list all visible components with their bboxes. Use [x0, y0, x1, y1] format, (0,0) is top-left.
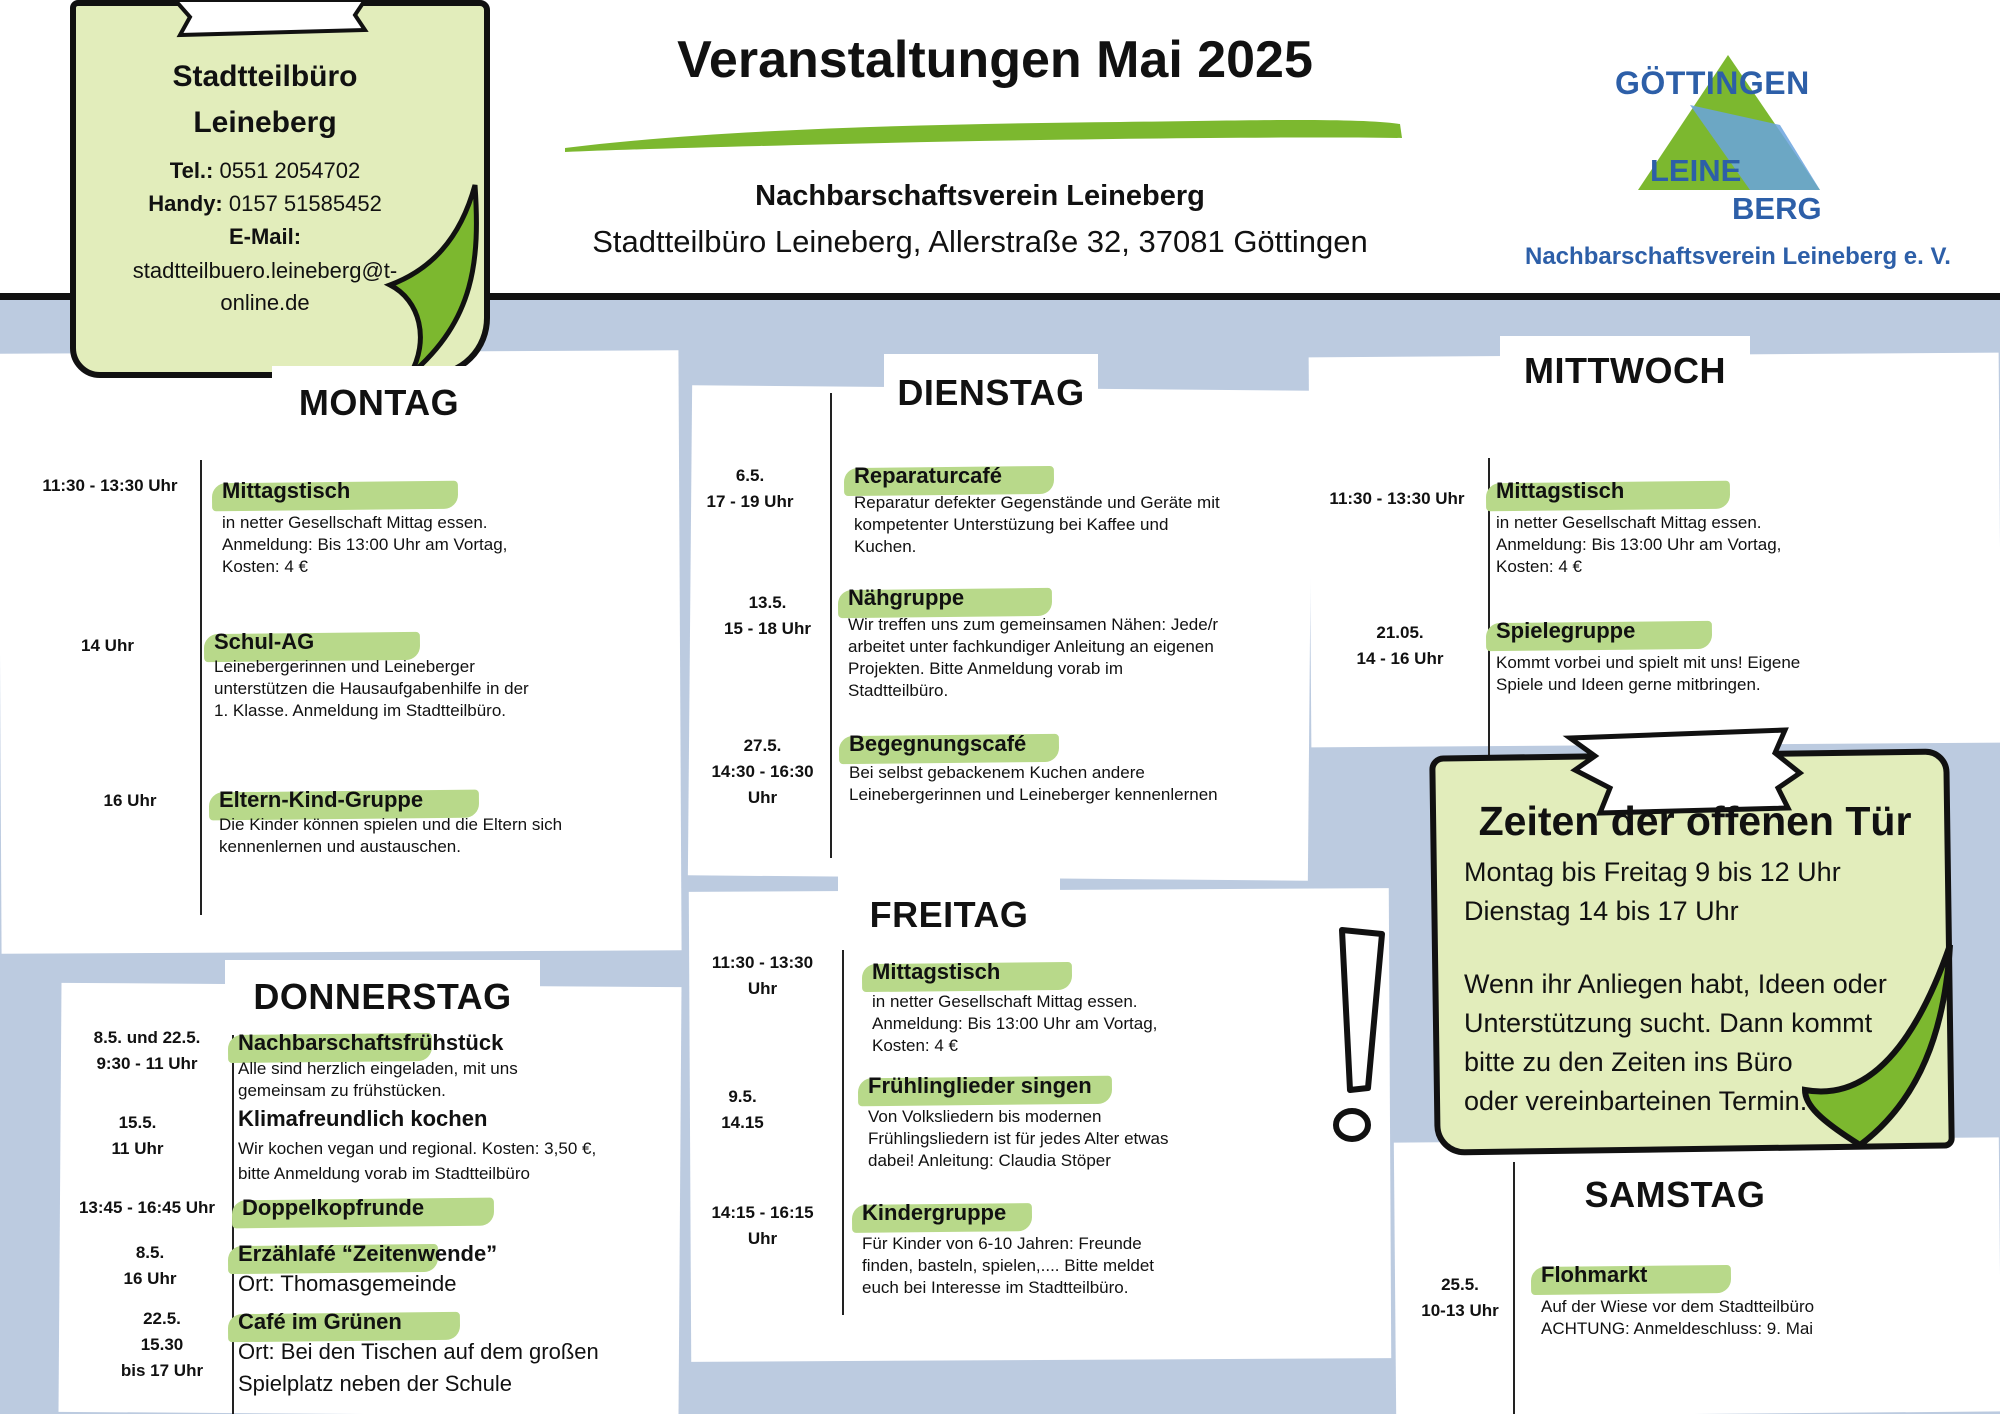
- freitag-time-1: 11:30 - 13:30 Uhr: [711, 953, 814, 998]
- donnerstag-event-2-title: Klimafreundlich kochen: [238, 1106, 488, 1131]
- open-door-text: [1464, 853, 1887, 1121]
- dienstag-event-1-desc: Reparatur defekter Gegenstände und Geräte mit kompetenter Unterstüzung bei Kaffee und Kuchen.: [854, 493, 1220, 556]
- freitag-event-2-title: Frühlinglieder singen: [862, 1071, 1098, 1101]
- samstag-event-1-title: Flohmarkt: [1535, 1260, 1653, 1290]
- mittwoch-event-1-title: Mittagstisch: [1490, 476, 1630, 506]
- freitag-divider: [842, 950, 844, 1315]
- donnerstag-time-5: 22.5. 15.30 bis 17 Uhr: [120, 1309, 204, 1380]
- contact-title-2: Leineberg: [193, 106, 337, 139]
- freitag-event-2-desc: Von Volksliedern bis modernen Frühlingsliedern ist für jedes Alter etwas dabei! Anleitung: Claudia Stöper: [868, 1107, 1169, 1170]
- open-door-line-4: Wenn ihr Anliegen habt, Ideen oder: [1464, 969, 1887, 999]
- donnerstag-time-3: 13:45 - 16:45 Uhr: [78, 1198, 216, 1217]
- open-door-line-6: bitte zu den Zeiten ins Büro: [1464, 1047, 1793, 1077]
- handy-value: 0157 51585452: [222, 191, 382, 216]
- day-header-donnerstag: DONNERSTAG: [225, 960, 540, 1020]
- dienstag-event-3-title: Begegnungscafé: [843, 729, 1032, 759]
- freitag-time-2: 9.5. 14.15: [721, 1087, 764, 1132]
- samstag-time-1: 25.5. 10-13 Uhr: [1421, 1275, 1499, 1320]
- org-address: Stadtteilbüro Leineberg, Allerstraße 32, 37081 Göttingen: [592, 224, 1368, 259]
- title-underline-stroke: [560, 110, 1410, 155]
- montag-event-1-desc: in netter Gesellschaft Mittag essen. Anmeldung: Bis 13:00 Uhr am Vortag, Kosten: 4 €: [222, 513, 508, 576]
- day-header-dienstag: DIENSTAG: [884, 354, 1098, 414]
- open-door-line-5: Unterstützung sucht. Dann kommt: [1464, 1008, 1873, 1038]
- exclamation-icon: [1320, 920, 1400, 1150]
- donnerstag-event-3-title: Doppelkopfrunde: [236, 1193, 430, 1223]
- open-door-line-3: [1464, 931, 1887, 965]
- logo-text-goettingen: GÖTTINGEN: [1615, 65, 1810, 101]
- dienstag-event-2-desc: Wir treffen uns zum gemeinsamen Nähen: Jede/r arbeitet unter fachkundiger Anleitung an eigenen Projekten. Bitte Anmeldung vorab im Stadtteilbüro.: [848, 615, 1219, 700]
- email-label: E-Mail:: [228, 224, 302, 249]
- freitag-event-1-title: Mittagstisch: [866, 957, 1006, 987]
- open-door-line-7: oder vereinbarteinen Termin.: [1464, 1086, 1808, 1116]
- montag-event-3-desc: Die Kinder können spielen und die Eltern sich kennenlernen und austauschen.: [219, 815, 563, 856]
- donnerstag-event-1-title: Nachbarschaftsfrühstück: [232, 1028, 509, 1058]
- open-door-line-1: Montag bis Freitag 9 bis 12 Uhr: [1464, 857, 1841, 887]
- samstag-event-1-desc: Auf der Wiese vor dem Stadtteilbüro ACHTUNG: Anmeldeschluss: 9. Mai: [1541, 1297, 1815, 1338]
- page-title: Veranstaltungen Mai 2025: [677, 31, 1313, 89]
- freitag-event-1-desc: in netter Gesellschaft Mittag essen. Anmeldung: Bis 13:00 Uhr am Vortag, Kosten: 4 €: [872, 992, 1158, 1055]
- tel-label: Tel.:: [169, 158, 214, 183]
- dienstag-time-2: 13.5. 15 - 18 Uhr: [724, 593, 811, 638]
- donnerstag-time-1: 8.5. und 22.5. 9:30 - 11 Uhr: [93, 1028, 201, 1073]
- day-header-montag: MONTAG: [272, 366, 486, 426]
- contact-tel: [95, 158, 435, 184]
- donnerstag-event-5-desc: Ort: Bei den Tischen auf dem großen Spielplatz neben der Schule: [238, 1339, 599, 1396]
- donnerstag-event-4-title: Erzählafé “Zeitenwende”: [232, 1239, 503, 1269]
- contact-handy: [95, 191, 435, 217]
- logo: [1510, 45, 1960, 275]
- logo-subtitle: Nachbarschaftsverein Leineberg e. V.: [1525, 243, 1951, 270]
- mittwoch-event-1-desc: in netter Gesellschaft Mittag essen. Anmeldung: Bis 13:00 Uhr am Vortag, Kosten: 4 €: [1496, 513, 1782, 576]
- montag-divider: [200, 460, 202, 915]
- donnerstag-event-4-desc: Ort: Thomasgemeinde: [238, 1271, 457, 1296]
- dienstag-event-1-title: Reparaturcafé: [848, 461, 1008, 491]
- donnerstag-event-2-desc: Wir kochen vegan und regional. Kosten: 3,50 €, bitte Anmeldung vorab im Stadtteilbüro: [238, 1139, 597, 1183]
- email-line-1: stadtteilbuero.leineberg@t-: [132, 258, 398, 283]
- day-header-mittwoch: MITTWOCH: [1500, 336, 1750, 396]
- logo-text-leine: LEINE: [1650, 153, 1742, 188]
- dienstag-event-3-desc: Bei selbst gebackenem Kuchen andere Leinebergerinnen und Leineberger kennenlernen: [849, 763, 1218, 804]
- mittwoch-time-1: 11:30 - 13:30 Uhr: [1329, 489, 1465, 508]
- email-line-2: online.de: [220, 290, 310, 315]
- montag-time-1: 11:30 - 13:30 Uhr: [42, 476, 178, 495]
- handy-label: Handy:: [148, 191, 223, 216]
- dienstag-event-2-title: Nähgruppe: [842, 583, 970, 613]
- freitag-time-3: 14:15 - 16:15 Uhr: [711, 1203, 814, 1248]
- montag-event-2-title: Schul-AG: [208, 627, 320, 657]
- montag-event-3-title: Eltern-Kind-Gruppe: [213, 785, 429, 815]
- day-header-samstag: SAMSTAG: [1560, 1170, 1790, 1224]
- donnerstag-time-4: 8.5. 16 Uhr: [123, 1243, 177, 1288]
- day-header-freitag: FREITAG: [838, 876, 1060, 936]
- freitag-event-3-title: Kindergruppe: [856, 1198, 1012, 1228]
- contact-title-1: Stadtteilbüro: [172, 60, 358, 93]
- montag-event-2-desc: Leinebergerinnen und Leineberger unterstützen die Hausaufgabenhilfe in der 1. Klasse. Anmeldung im Stadtteilbüro.: [214, 657, 529, 720]
- mittwoch-event-2-desc: Kommt vorbei und spielt mit uns! Eigene Spiele und Ideen gerne mitbringen.: [1496, 653, 1801, 694]
- logo-text-berg: BERG: [1732, 191, 1822, 226]
- donnerstag-event-5-title: Café im Grünen: [232, 1307, 408, 1337]
- montag-time-3: 16 Uhr: [103, 791, 157, 810]
- montag-time-2: 14 Uhr: [81, 636, 134, 655]
- donnerstag-time-2: 15.5. 11 Uhr: [111, 1113, 164, 1158]
- montag-event-1-title: Mittagstisch: [216, 476, 356, 506]
- donnerstag-event-1-desc: Alle sind herzlich eingeladen, mit uns gemeinsam zu frühstücken.: [238, 1059, 518, 1100]
- contact-note-tape-icon: [170, 0, 370, 45]
- dienstag-time-3: 27.5. 14:30 - 16:30 Uhr: [711, 736, 814, 807]
- org-name: Nachbarschaftsverein Leineberg: [755, 180, 1205, 212]
- dienstag-time-1: 6.5. 17 - 19 Uhr: [706, 466, 794, 511]
- tel-value: 0551 2054702: [213, 158, 361, 183]
- mittwoch-event-2-title: Spielegruppe: [1490, 616, 1641, 646]
- open-door-title: Zeiten der offenen Tür: [1478, 798, 1912, 844]
- mittwoch-time-2: 21.05. 14 - 16 Uhr: [1356, 623, 1444, 668]
- freitag-event-3-desc: Für Kinder von 6-10 Jahren: Freunde finden, basteln, spielen,.... Bitte meldet euch bei Interesse im Stadtteilbüro.: [862, 1234, 1155, 1297]
- open-door-line-2: Dienstag 14 bis 17 Uhr: [1464, 896, 1739, 926]
